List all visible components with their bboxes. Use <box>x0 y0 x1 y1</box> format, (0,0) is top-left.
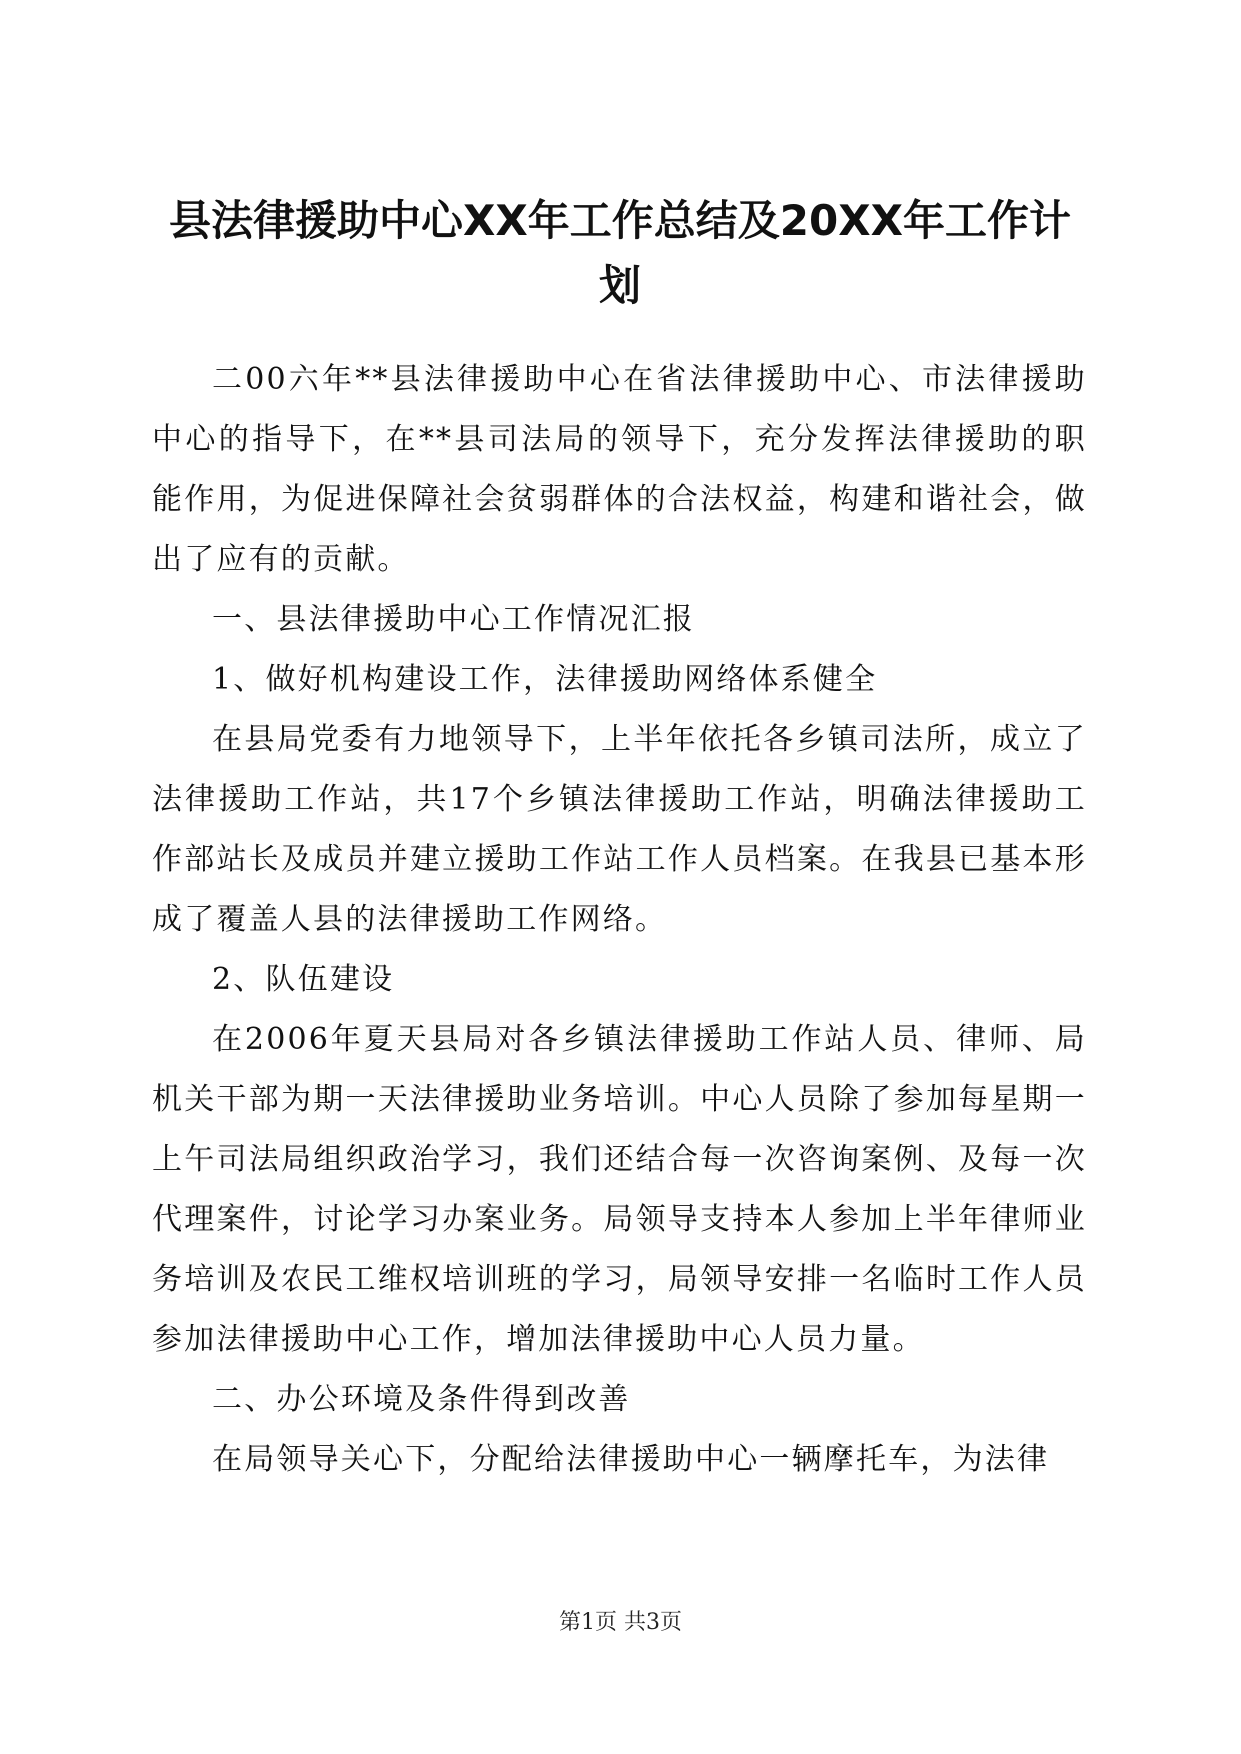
page-footer: 第1页 共3页 <box>559 1610 682 1635</box>
document-body <box>152 350 1087 1490</box>
subsection-heading-2: 2、队伍建设 <box>212 962 395 997</box>
paragraph-team-building: 在2006年夏天县局对各乡镇法律援助工作站人员、律师、局机关干部为期一天法律援助业务培训。中心人员除了参加每星期一上午司法局组织政治学习，我们还结合每一次咨询案例、及每一次代理案件，讨论学习办案业务。局领导支持本人参加上半年律师业务培训及农民工维权培训班的学习，局领导安排一名临时工作人员参加法律援助中心工作，增加法律援助中心人员力量。 <box>152 1022 1087 1357</box>
section-heading-1: 一、县法律援助中心工作情况汇报 <box>212 602 695 637</box>
paragraph-intro: 二00六年**县法律援助中心在省法律援助中心、市法律援助中心的指导下，在**县司法局的领导下，充分发挥法律援助的职能作用，为促进保障社会贫弱群体的合法权益，构建和谐社会，做出了应有的贡献。 <box>152 362 1087 577</box>
subsection-heading-1: 1、做好机构建设工作，法律援助网络体系健全 <box>212 662 878 697</box>
section-heading-2: 二、办公环境及条件得到改善 <box>212 1382 631 1417</box>
document-title: 县法律援助中心XX年工作总结及20XX年工作计划 <box>169 196 1071 310</box>
paragraph-office-conditions: 在局领导关心下，分配给法律援助中心一辆摩托车，为法律 <box>212 1442 1050 1477</box>
paragraph-organization: 在县局党委有力地领导下，上半年依托各乡镇司法所，成立了法律援助工作站，共17个乡镇法律援助工作站，明确法律援助工作部站长及成员并建立援助工作站工作人员档案。在我县已基本形成了覆盖人县的法律援助工作网络。 <box>152 722 1087 937</box>
